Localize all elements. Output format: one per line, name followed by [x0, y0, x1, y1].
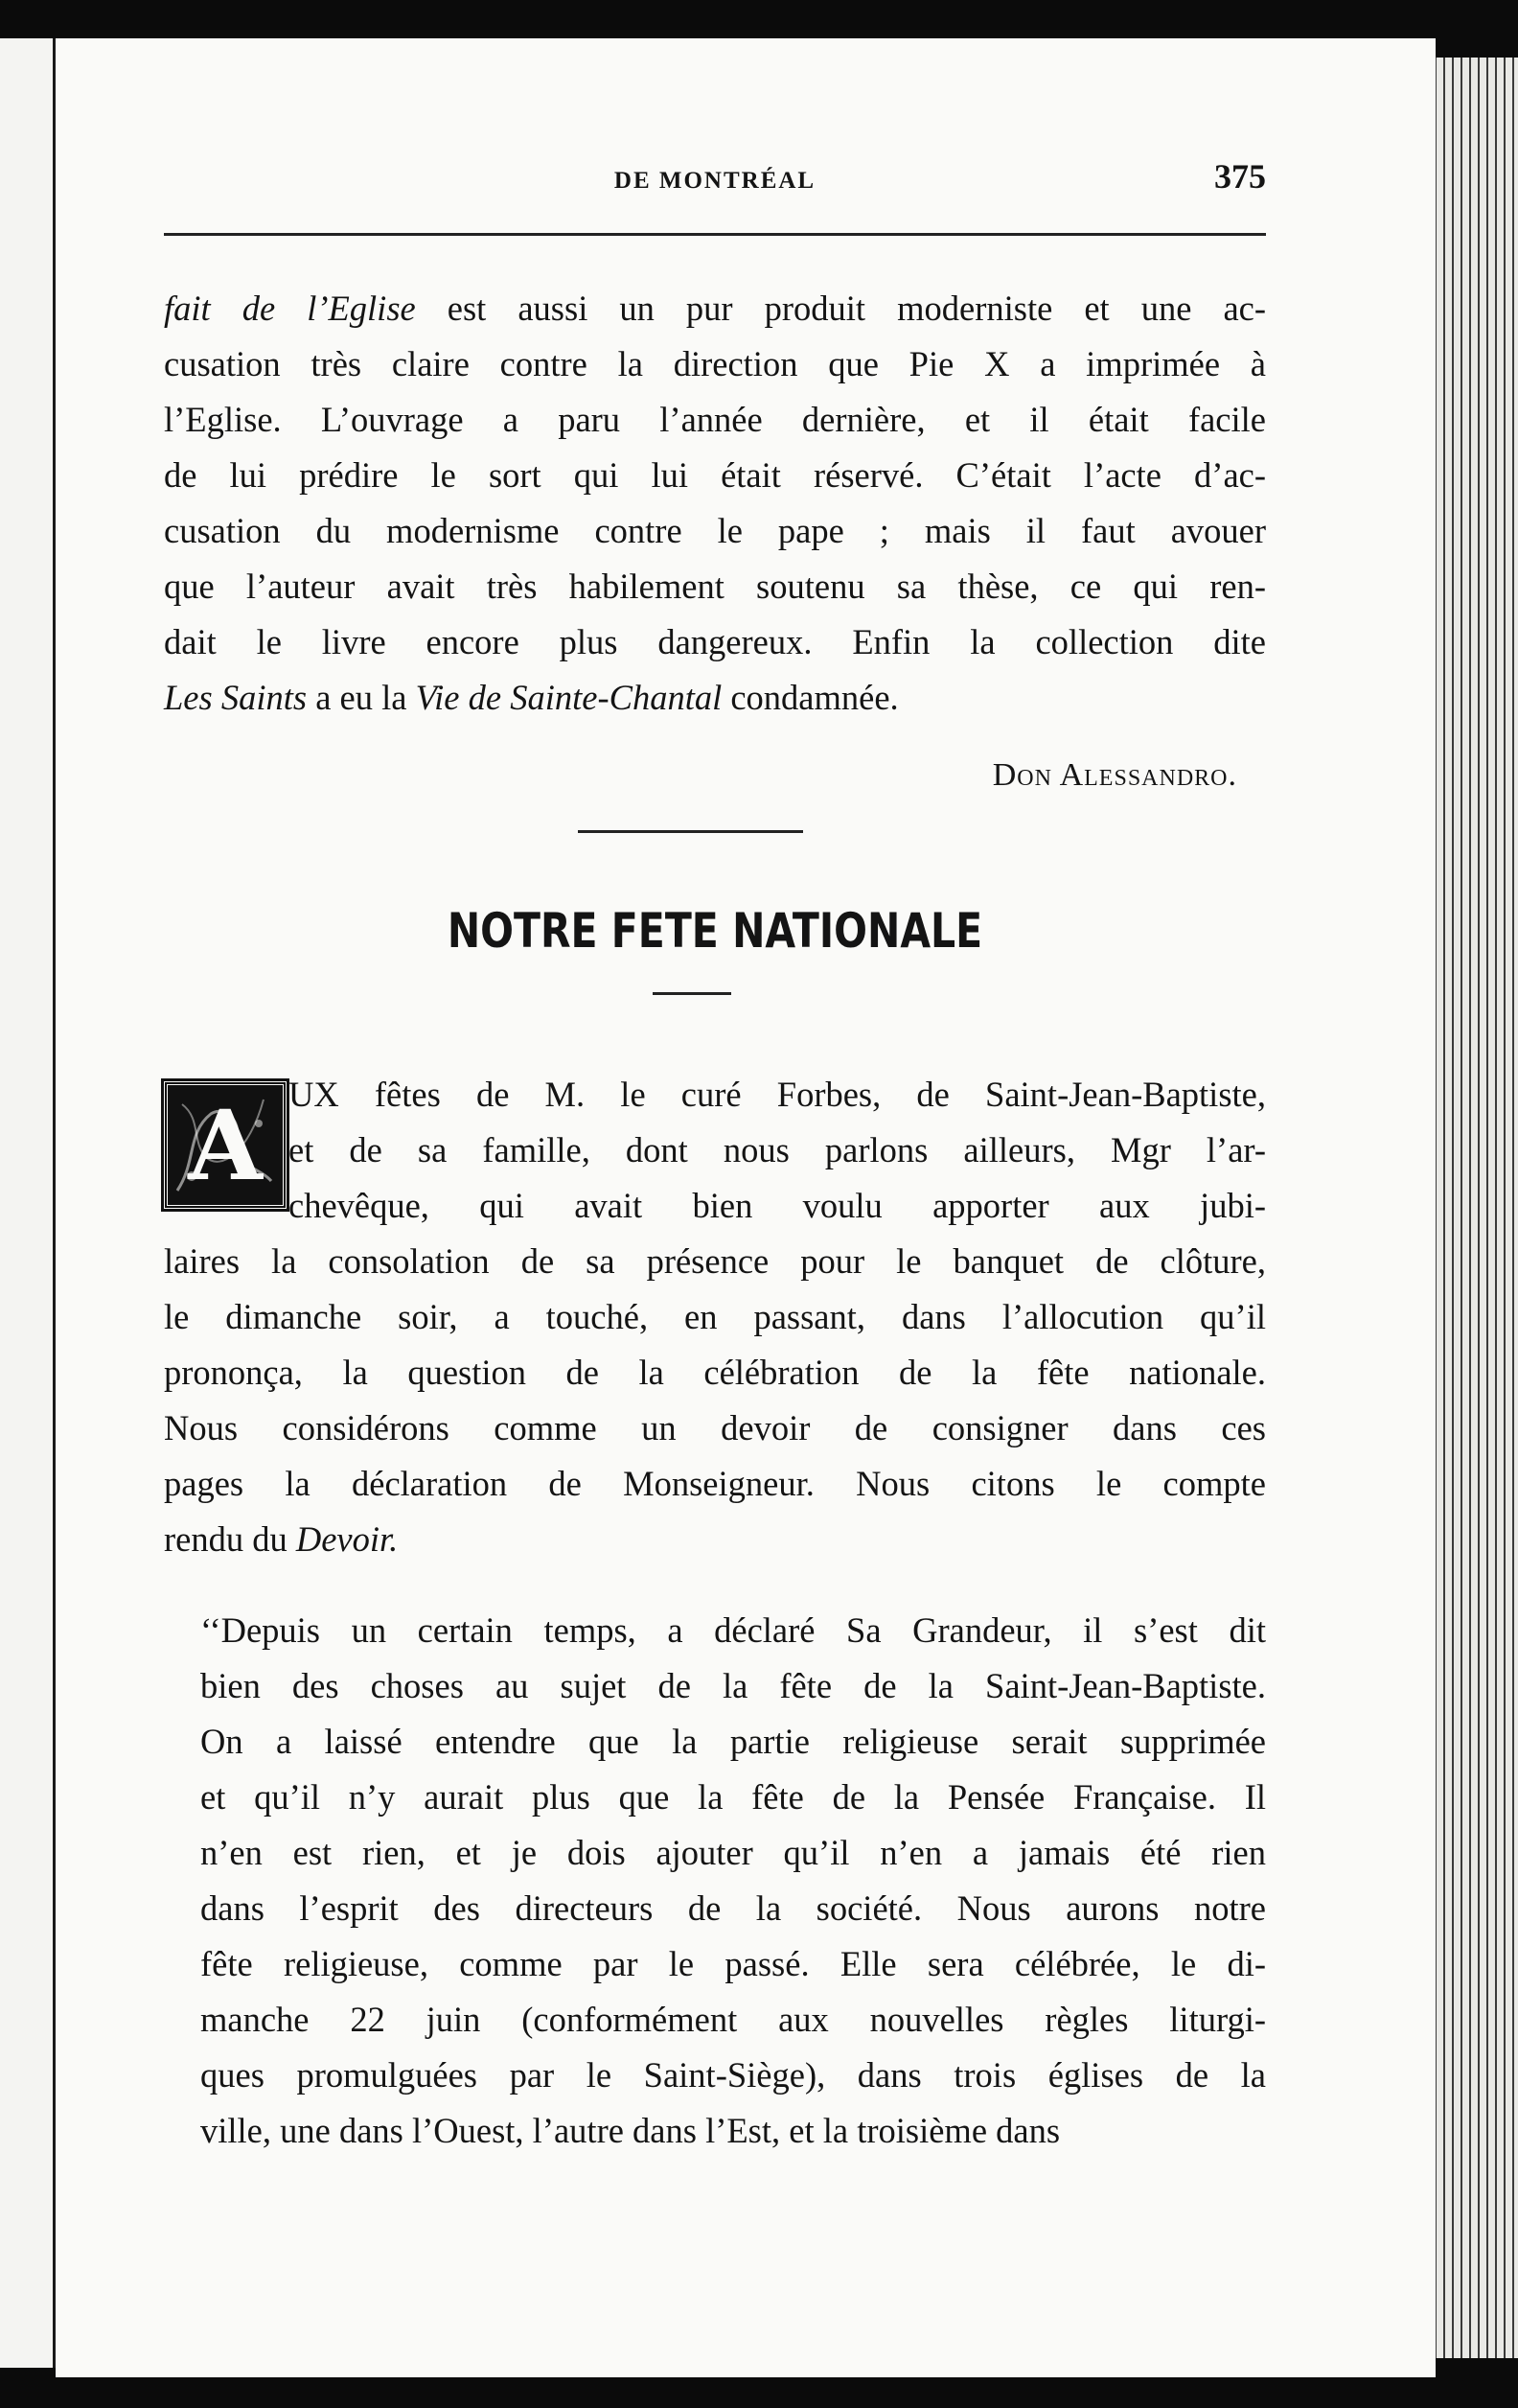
text-line	[164, 1234, 1266, 1289]
text-run: que l’auteur avait très habilement soutenu sa thèse, ce qui ren-	[164, 567, 1266, 606]
text-run: condamnée.	[722, 678, 899, 717]
text-line	[164, 1289, 1266, 1345]
page-header	[164, 157, 1266, 225]
text-run: rendu du	[164, 1519, 296, 1559]
article1-body	[164, 281, 1266, 726]
italic-text: Vie de Sainte-Chantal	[415, 678, 723, 717]
text-line	[164, 1401, 1266, 1456]
italic-text: fait de l’Eglise	[164, 289, 416, 328]
text-run: dans l’esprit des directeurs de la société. Nous aurons notre	[200, 1888, 1266, 1928]
text-run: dait le livre encore plus dangereux. Enfin la collection dite	[164, 622, 1266, 661]
article2-paragraph-1	[164, 1067, 1266, 1567]
text-run: ‘‘Depuis un certain temps, a déclaré Sa Grandeur, il s’est dit	[200, 1610, 1266, 1650]
title-rule	[653, 992, 731, 995]
text-line	[164, 281, 1266, 336]
text-run: cusation très claire contre la direction que Pie X a imprimée à	[164, 344, 1266, 383]
text-line	[164, 1992, 1266, 2048]
text-line	[164, 670, 1266, 726]
text-run: manche 22 juin (conformément aux nouvelles règles liturgi-	[200, 2000, 1266, 2039]
text-line	[164, 1714, 1266, 1770]
text-line	[164, 1512, 1266, 1567]
text-line	[164, 392, 1266, 448]
text-run: l’Eglise. L’ouvrage a paru l’année dernière, et il était facile	[164, 400, 1266, 439]
dropcap-letter: A	[188, 1088, 263, 1202]
text-run: le dimanche soir, a touché, en passant, dans l’allocution qu’il	[164, 1297, 1266, 1336]
text-run: ville, une dans l’Ouest, l’autre dans l’Est, et la troisième dans	[200, 2111, 1061, 2150]
text-run: et de sa famille, dont nous parlons ailleurs, Mgr l’ar-	[288, 1130, 1266, 1169]
text-run: de lui prédire le sort qui lui était réservé. C’était l’acte d’ac-	[164, 455, 1266, 495]
italic-text: Les Saints	[164, 678, 308, 717]
text-run: pages la déclaration de Monseigneur. Nous citons le compte	[164, 1464, 1266, 1503]
text-line	[164, 614, 1266, 670]
text-run: UX fêtes de M. le curé Forbes, de Saint-Jean-Baptiste,	[288, 1075, 1266, 1114]
text-line	[164, 503, 1266, 559]
text-line	[164, 559, 1266, 614]
text-line	[164, 1825, 1266, 1881]
text-run: laires la consolation de sa présence pour le banquet de clôture,	[164, 1241, 1266, 1281]
text-run: fête religieuse, comme par le passé. Elle sera célébrée, le di-	[200, 1944, 1266, 1983]
text-line	[164, 336, 1266, 392]
text-line	[164, 448, 1266, 503]
article2-p1	[164, 1067, 1266, 1567]
italic-text: Devoir.	[295, 1519, 399, 1559]
signature: Don Alessandro.	[992, 757, 1237, 793]
section-divider	[578, 830, 803, 833]
adjacent-page-edge	[0, 38, 56, 2368]
text-run: n’en est rien, et je dois ajouter qu’il n’en a jamais été rien	[200, 1833, 1266, 1872]
text-line	[164, 1178, 1266, 1234]
page-number: 375	[1214, 157, 1266, 196]
text-line	[164, 2048, 1266, 2103]
text-run: Nous considérons comme un devoir de consigner dans ces	[164, 1408, 1266, 1447]
text-line	[164, 1770, 1266, 1825]
article2-paragraph-2	[164, 1603, 1266, 2159]
text-line	[164, 1603, 1266, 1658]
text-run: ques promulguées par le Saint-Siège), dans trois églises de la	[200, 2055, 1266, 2095]
text-run: a eu la	[307, 678, 416, 717]
text-line	[164, 1456, 1266, 1512]
text-run: On a laissé entendre que la partie religieuse serait supprimée	[200, 1722, 1266, 1761]
text-line	[164, 1123, 1266, 1178]
text-line	[164, 1936, 1266, 1992]
text-line	[164, 1658, 1266, 1714]
signature-block	[164, 748, 1266, 805]
text-line	[164, 1345, 1266, 1401]
running-head: DE MONTRÉAL	[613, 168, 816, 194]
article1-paragraph	[164, 281, 1266, 726]
book-page	[56, 38, 1436, 2377]
text-line	[164, 2103, 1266, 2159]
text-run: bien des choses au sujet de la fête de la Saint-Jean-Baptiste.	[200, 1666, 1266, 1705]
text-run: est aussi un pur produit moderniste et une ac-	[415, 289, 1266, 328]
text-line	[164, 1881, 1266, 1936]
article-title: NOTRE FETE NATIONALE	[447, 903, 983, 959]
text-run: prononça, la question de la célébration de la fête nationale.	[164, 1353, 1266, 1392]
text-run: et qu’il n’y aurait plus que la fête de la Pensée Française. Il	[200, 1777, 1266, 1817]
text-run: chevêque, qui avait bien voulu apporter aux jubi-	[288, 1186, 1266, 1225]
header-rule	[164, 233, 1266, 236]
page-stack-edge	[1428, 58, 1518, 2358]
article2-p2	[164, 1603, 1266, 2159]
text-line	[164, 1067, 1266, 1123]
text-run: cusation du modernisme contre le pape ; mais il faut avouer	[164, 511, 1266, 550]
